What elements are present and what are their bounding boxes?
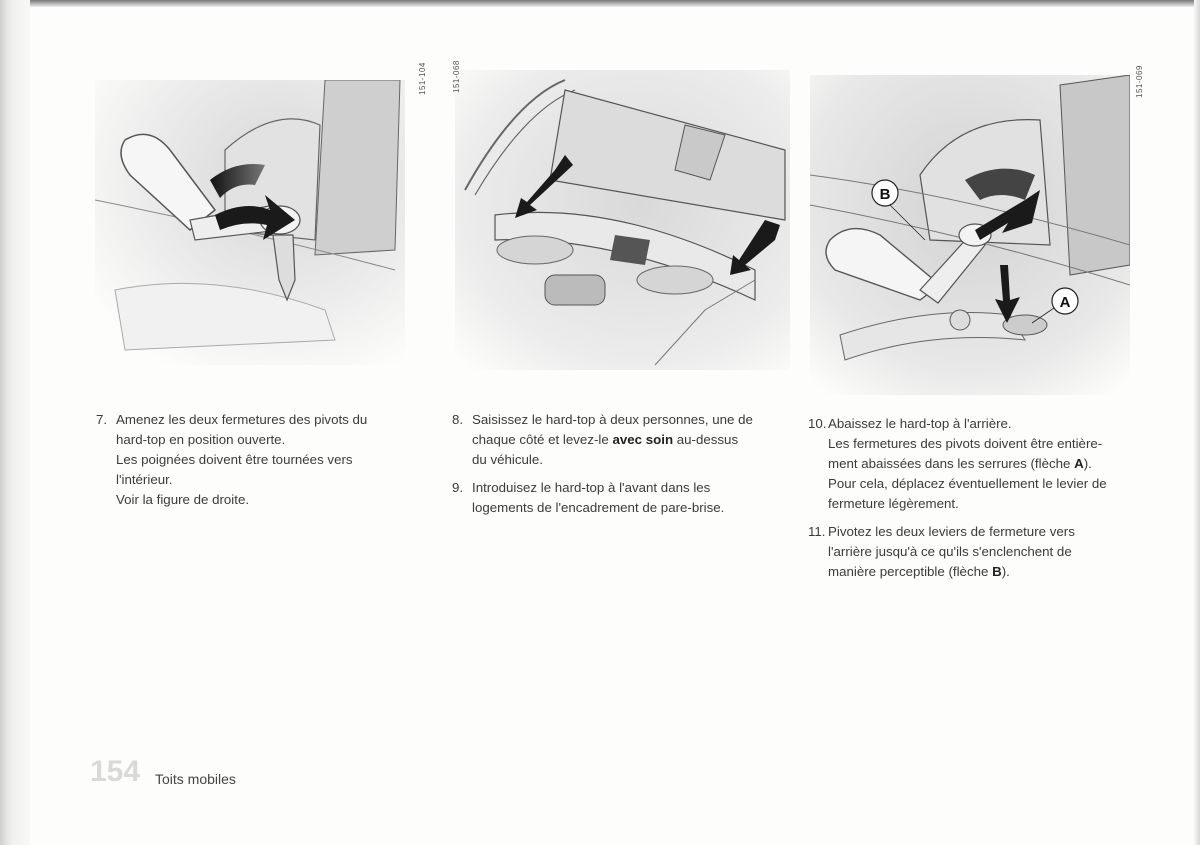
callout-a: A (1059, 294, 1071, 311)
page-binding-shadow (0, 0, 30, 845)
figure-code-3: 151-069 (1135, 65, 1144, 98)
figure-pivot-handle (95, 80, 405, 365)
instruction-line: Amenez les deux fermetures des pivots du (116, 412, 368, 427)
instruction-line: Les poignées doivent être tournées vers (116, 452, 353, 467)
instruction-line (828, 454, 1107, 474)
figure-code-1: 151-104 (418, 62, 427, 95)
instruction-line: l'intérieur. (116, 472, 173, 487)
page-top-edge (0, 0, 1200, 7)
page-right-edge (1194, 0, 1200, 845)
instruction-number: 9. (452, 480, 464, 495)
column-2 (452, 410, 753, 526)
figure-hardtop-front (455, 70, 790, 370)
text-run: chaque côté et levez-le (472, 432, 613, 447)
text-run: ). (1001, 564, 1010, 579)
section-title: Toits mobiles (155, 771, 236, 787)
instruction-line (472, 430, 753, 450)
text-run: manière perceptible (flèche (828, 564, 993, 579)
instruction-line (828, 562, 1107, 582)
instruction-number: 7. (96, 412, 108, 427)
figure-pivot-lock (810, 75, 1130, 395)
column-3 (808, 414, 1107, 590)
instruction-line: Pour cela, déplacez éventuellement le levier de (828, 476, 1107, 491)
text-run: ). (1083, 456, 1092, 471)
figure-code-2: 151-068 (452, 60, 461, 93)
instruction-line: Pivotez les deux leviers de fermeture vers (828, 524, 1075, 539)
instruction-line: l'arrière jusqu'à ce qu'ils s'enclenchent de (828, 544, 1072, 559)
instruction-line: du véhicule. (472, 452, 543, 467)
instruction-number: 8. (452, 412, 464, 427)
page-number: 154 (90, 755, 141, 788)
instruction-line: logements de l'encadrement de pare-brise. (472, 500, 725, 515)
instruction-line: Introduisez le hard-top à l'avant dans les (472, 480, 711, 495)
instruction-number: 11. (808, 524, 826, 539)
instruction-8 (452, 410, 753, 470)
callout-b: B (879, 186, 891, 203)
text-run: au-dessus (673, 432, 739, 447)
text-run: ment abaissées dans les serrures (flèche (828, 456, 1075, 471)
emphasis-text: B (992, 564, 1002, 579)
instruction-line: Abaissez le hard-top à l'arrière. (828, 416, 1012, 431)
instruction-number: 10. (808, 416, 827, 431)
instruction-line: Saisissez le hard-top à deux personnes, une de (472, 412, 753, 427)
instruction-line: hard-top en position ouverte. (116, 432, 286, 447)
instruction-7 (96, 410, 367, 510)
instruction-10 (808, 414, 1107, 514)
instruction-line: Les fermetures des pivots doivent être entière- (828, 436, 1103, 451)
emphasis-text: avec soin (612, 432, 674, 447)
instruction-line: Voir la figure de droite. (116, 492, 250, 507)
instruction-11 (808, 522, 1107, 582)
instruction-9 (452, 478, 753, 518)
emphasis-text: A (1074, 456, 1084, 471)
column-1 (96, 410, 367, 518)
instruction-line: fermeture légèrement. (828, 496, 959, 511)
